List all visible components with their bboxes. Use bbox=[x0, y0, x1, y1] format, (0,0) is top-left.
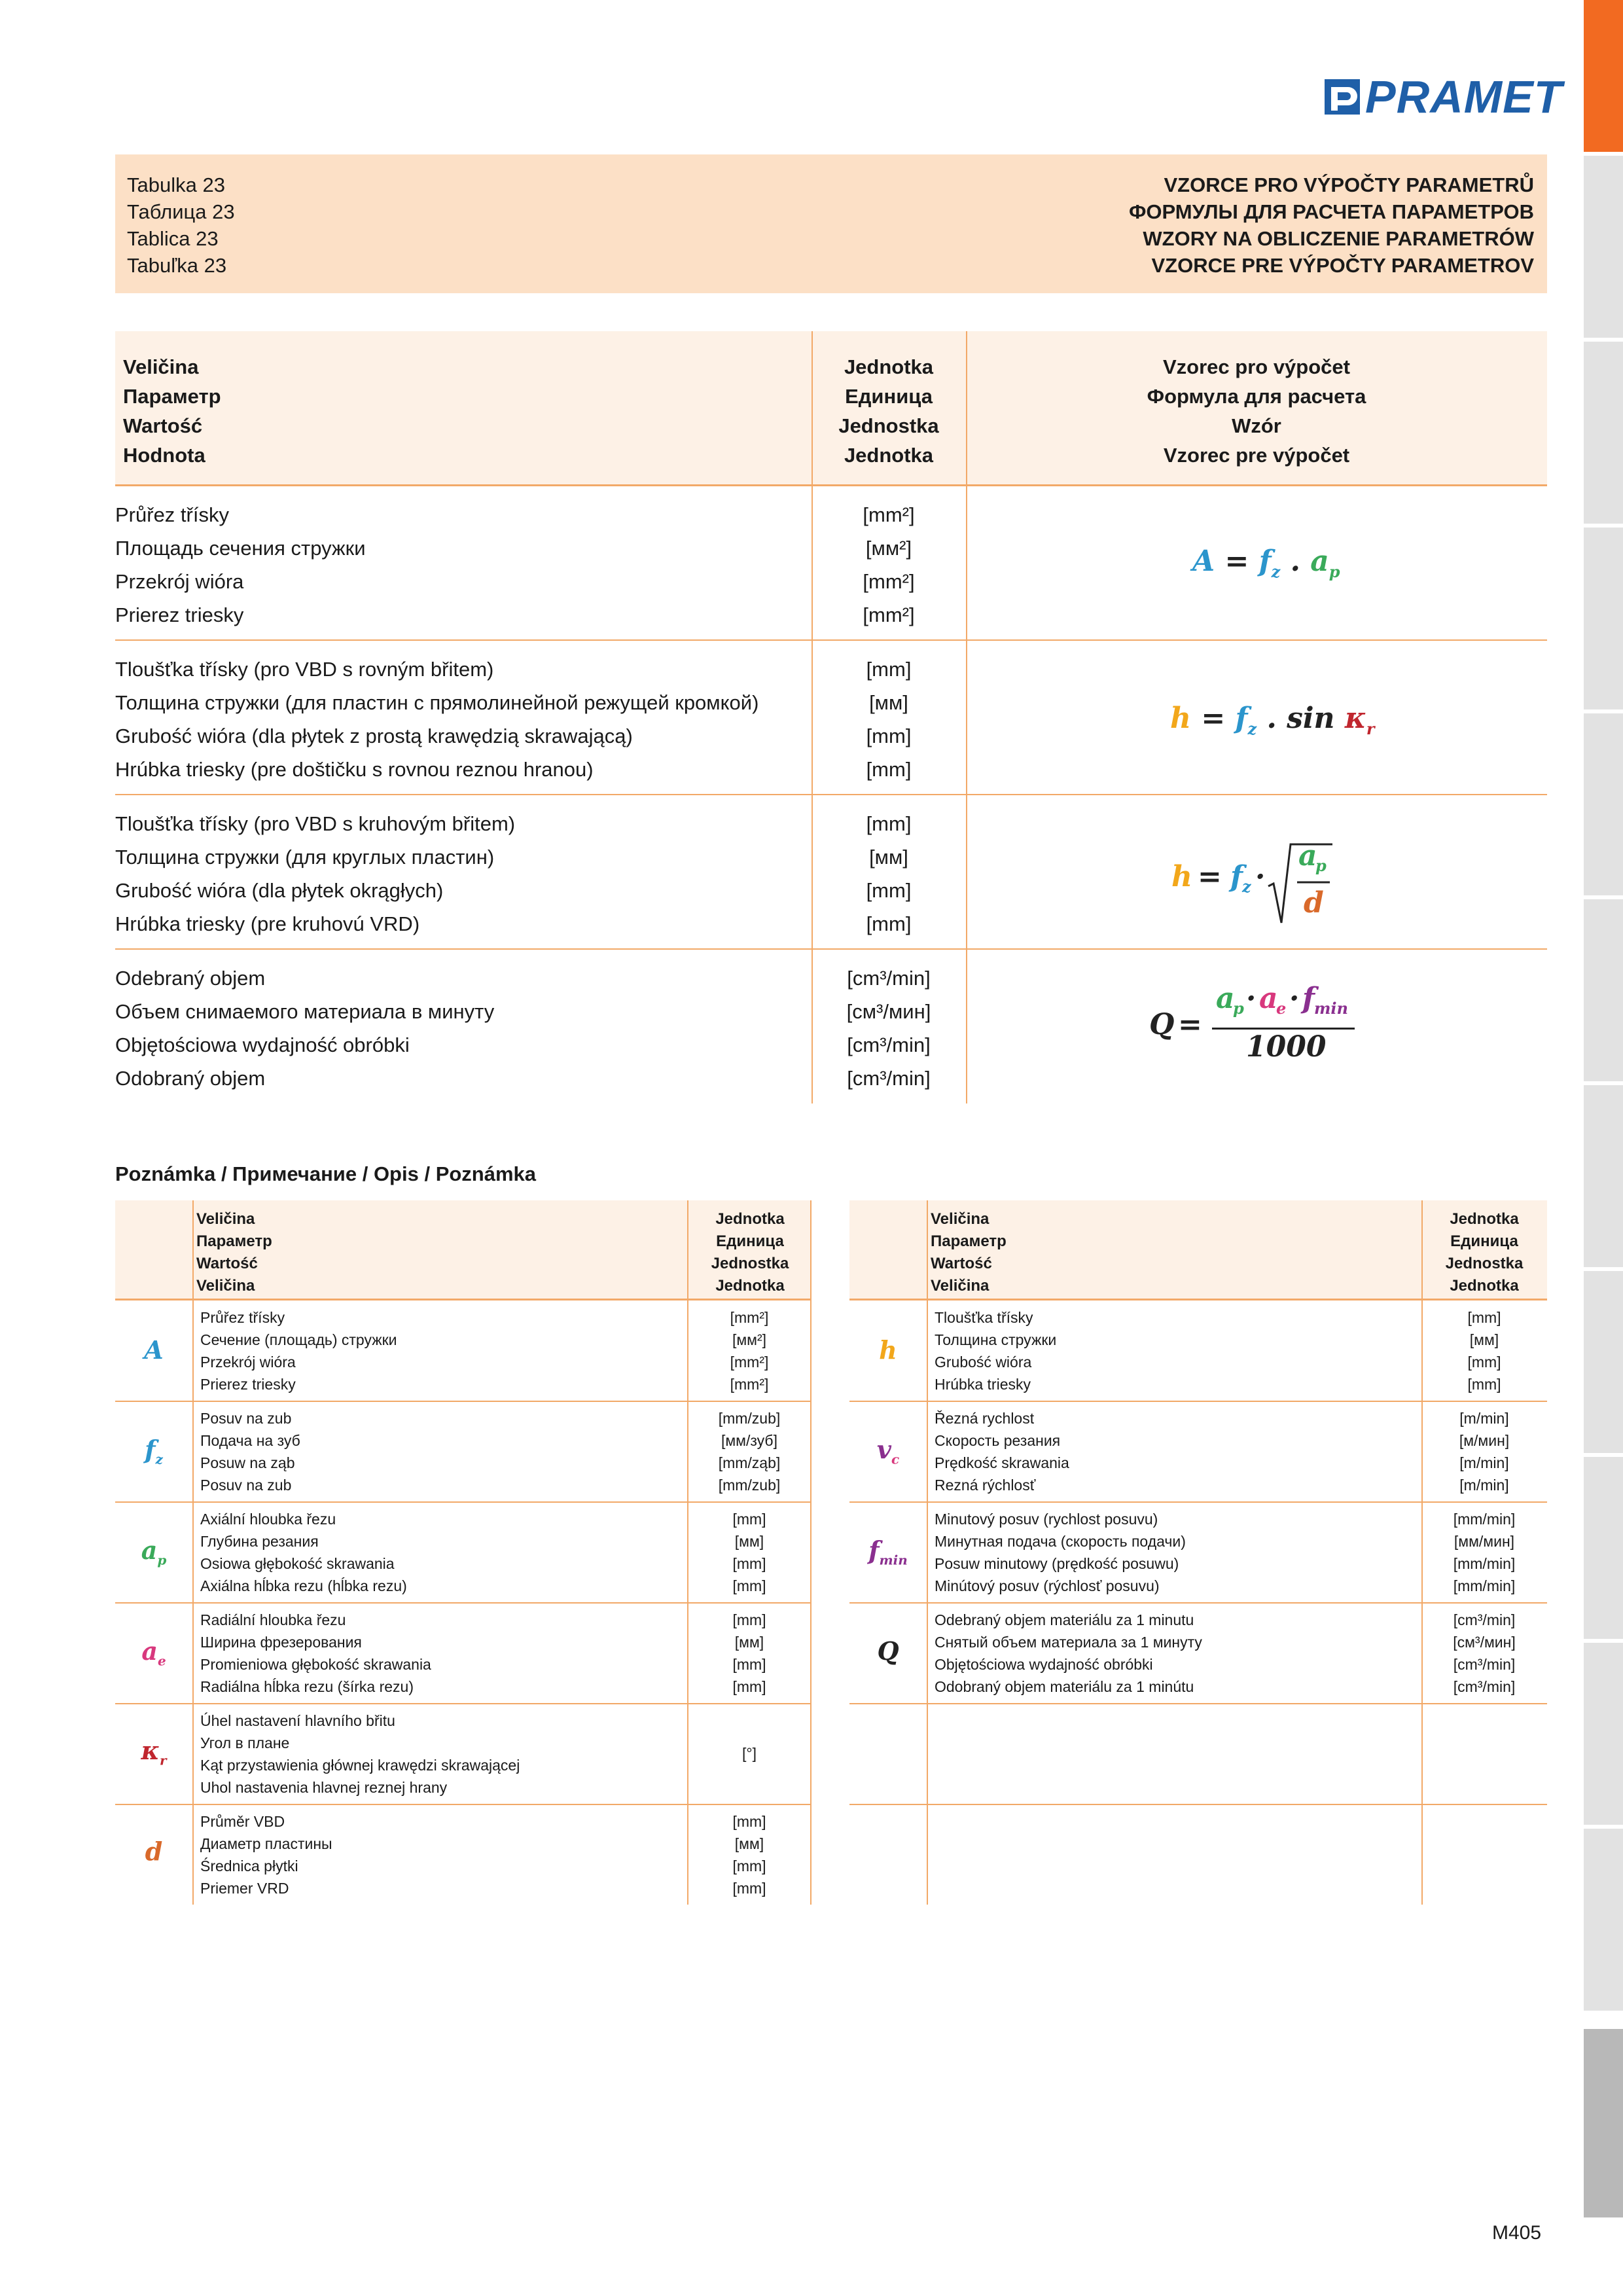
col-quantity-head bbox=[123, 331, 777, 484]
head-text: Vzorec pro výpočet bbox=[1163, 355, 1350, 378]
formula-symbol: f bbox=[1230, 860, 1243, 893]
tab-section[interactable] bbox=[1584, 1085, 1623, 1267]
row-text: Minútový posuv (rýchlosť posuvu) bbox=[935, 1577, 1160, 1594]
row-chip-thickness-straight bbox=[115, 653, 758, 786]
note-units-kr bbox=[688, 1742, 810, 1765]
tab-section[interactable] bbox=[1584, 342, 1623, 524]
formula-symbol: a bbox=[1298, 839, 1317, 872]
note-row-fz bbox=[200, 1407, 300, 1496]
row-text: Grubość wióra (dla płytek okrągłych) bbox=[115, 879, 444, 902]
note-row-kr bbox=[200, 1710, 520, 1799]
formula-op: · bbox=[1246, 982, 1257, 1015]
head-text: Jednotka bbox=[715, 1277, 785, 1295]
table-title-pl: WZORY NA OBLICZENIE PARAMETRÓW bbox=[1143, 227, 1534, 250]
sym-text: Q bbox=[877, 1636, 899, 1666]
note-units-ap bbox=[688, 1508, 810, 1597]
unit-text: [cm³/min] bbox=[1453, 1656, 1516, 1673]
row-divider bbox=[115, 1602, 812, 1604]
unit-text: [mm] bbox=[732, 1678, 766, 1695]
row-text: Promieniowa głębokość skrawania bbox=[200, 1656, 431, 1673]
table-title bbox=[1129, 171, 1534, 279]
unit-text: [cm³/min] bbox=[847, 967, 931, 990]
formula-chip-thickness-round bbox=[1170, 838, 1340, 929]
head-text: Параметр bbox=[123, 385, 221, 408]
sym-text: A bbox=[144, 1335, 164, 1365]
row-text: Priemer VRD bbox=[200, 1880, 289, 1897]
unit-text: [мм] bbox=[1469, 1331, 1499, 1348]
row-text: Posuw na ząb bbox=[200, 1454, 295, 1471]
sym-sub: z bbox=[155, 1451, 163, 1467]
table-title-sk: VZORCE PRE VÝPOČTY PARAMETROV bbox=[1151, 254, 1534, 277]
formula-sub: p bbox=[1315, 856, 1327, 875]
tab-section[interactable] bbox=[1584, 156, 1623, 338]
row-text: Axiálna hĺbka rezu (hĺbka rezu) bbox=[200, 1577, 407, 1594]
row-text: Radiální hloubka řezu bbox=[200, 1611, 346, 1628]
row-text: Tloušťka třísky bbox=[935, 1309, 1033, 1326]
row-text: Tloušťka třísky (pro VBD s kruhovým břitem) bbox=[115, 812, 516, 835]
row-text: Průřez třísky bbox=[115, 503, 229, 526]
row-text: Глубина резания bbox=[200, 1533, 319, 1550]
unit-text: [mm²] bbox=[863, 503, 915, 526]
unit-text: [мм/мин] bbox=[1454, 1533, 1515, 1550]
row-text: Osiowa głębokość skrawania bbox=[200, 1555, 395, 1572]
symbol-d bbox=[115, 1837, 192, 1866]
formula-symbol: a bbox=[1216, 982, 1235, 1015]
row-text: Průřez třísky bbox=[200, 1309, 285, 1326]
unit-text: [mm²] bbox=[863, 570, 915, 593]
sym-text: v bbox=[876, 1435, 891, 1464]
unit-text: [см³/мин] bbox=[1453, 1634, 1516, 1651]
table-header-band bbox=[115, 154, 1547, 293]
unit-text: [мм] bbox=[869, 691, 908, 714]
row-chip-area-units bbox=[812, 498, 966, 632]
note-units-ae bbox=[688, 1609, 810, 1698]
unit-text: [mm] bbox=[732, 1511, 766, 1528]
col-formula-head bbox=[966, 331, 1547, 484]
row-divider bbox=[115, 948, 1547, 950]
note-head-units bbox=[688, 1208, 812, 1297]
logo-wordmark: PRAMET bbox=[1365, 71, 1563, 122]
row-text: Odobraný objem bbox=[115, 1067, 266, 1090]
row-text: Rezná rýchlosť bbox=[935, 1477, 1036, 1494]
table-number-sk: Tabuľka 23 bbox=[127, 254, 227, 277]
row-divider bbox=[849, 1401, 1547, 1402]
row-divider bbox=[115, 794, 1547, 795]
row-text: Снятый объем материала за 1 минуту bbox=[935, 1634, 1202, 1651]
row-text: Posuv na zub bbox=[200, 1477, 292, 1494]
row-text: Grubość wióra bbox=[935, 1354, 1032, 1371]
note-units-fz bbox=[688, 1407, 810, 1496]
row-divider bbox=[849, 1703, 1547, 1704]
head-text: Jednostka bbox=[838, 414, 939, 437]
head-text: Единица bbox=[716, 1232, 784, 1250]
row-text: Objętościowa wydajność obróbki bbox=[935, 1656, 1153, 1673]
formula-symbol: f bbox=[1258, 545, 1272, 578]
col-unit-head bbox=[812, 331, 966, 484]
row-text: Толщина стружки (для круглых пластин) bbox=[115, 846, 495, 869]
row-text: Odebraný objem materiálu za 1 minutu bbox=[935, 1611, 1194, 1628]
unit-text: [mm] bbox=[732, 1611, 766, 1628]
unit-text: [мм] bbox=[734, 1835, 764, 1852]
formula-op: = bbox=[1198, 860, 1222, 893]
row-text: Uhol nastavenia hlavnej reznej hrany bbox=[200, 1779, 448, 1796]
note-title: Poznámka / Примечание / Opis / Poznámka bbox=[115, 1162, 537, 1185]
head-text: Wartość bbox=[196, 1255, 258, 1272]
sym-sub: e bbox=[157, 1653, 166, 1669]
sym-sub: c bbox=[891, 1451, 900, 1467]
unit-text: [m/min] bbox=[1459, 1477, 1509, 1494]
tab-section[interactable] bbox=[1584, 713, 1623, 895]
row-text: Диаметр пластины bbox=[200, 1835, 332, 1852]
head-text: Jednotka bbox=[1450, 1210, 1519, 1228]
row-text: Řezná rychlost bbox=[935, 1410, 1035, 1427]
unit-text: [мм] bbox=[734, 1533, 764, 1550]
formula-symbol: a bbox=[1310, 545, 1329, 578]
page-number: M405 bbox=[1492, 2222, 1542, 2244]
head-text: Единица bbox=[845, 385, 933, 408]
row-text: Объем снимаемого материала в минуту bbox=[115, 1000, 495, 1023]
row-divider bbox=[115, 1501, 812, 1503]
row-divider bbox=[115, 639, 1547, 641]
formula-chip-thickness-straight bbox=[1170, 702, 1375, 738]
table-number-pl: Tablica 23 bbox=[127, 227, 219, 250]
tab-section[interactable] bbox=[1584, 1457, 1623, 1639]
formula-denominator: 1000 bbox=[1246, 1030, 1327, 1064]
sym-text: a bbox=[141, 1636, 158, 1666]
sym-text: f bbox=[868, 1535, 880, 1565]
formula-symbol: h bbox=[1170, 702, 1191, 735]
formula-symbol: a bbox=[1259, 982, 1278, 1015]
row-divider bbox=[849, 1602, 1547, 1604]
unit-text: [m/min] bbox=[1459, 1410, 1509, 1427]
unit-text: [mm] bbox=[866, 879, 912, 902]
row-text: Przekrój wióra bbox=[200, 1354, 296, 1371]
note-units-A bbox=[688, 1306, 810, 1395]
row-text: Толщина стружки bbox=[935, 1331, 1057, 1348]
row-divider bbox=[849, 1804, 1547, 1805]
unit-text: [mm²] bbox=[730, 1309, 769, 1326]
sym-text: h bbox=[879, 1335, 897, 1365]
formula-op: · bbox=[1289, 982, 1300, 1015]
symbol-h bbox=[849, 1335, 927, 1365]
formula-op: . sin bbox=[1266, 702, 1335, 735]
formula-sub: p bbox=[1329, 562, 1340, 581]
unit-text: [°] bbox=[742, 1745, 757, 1762]
note-units-Q bbox=[1423, 1609, 1546, 1698]
row-text: Толщина стружки (для пластин с прямолинейной режущей кромкой) bbox=[115, 691, 759, 714]
unit-text: [мм/зуб] bbox=[721, 1432, 777, 1449]
row-text: Posuv na zub bbox=[200, 1410, 292, 1427]
note-row-ae bbox=[200, 1609, 431, 1698]
head-text: Veličina bbox=[931, 1210, 990, 1228]
note-units-d bbox=[688, 1810, 810, 1899]
unit-text: [cm³/min] bbox=[847, 1033, 931, 1056]
row-text: Угол в плане bbox=[200, 1734, 290, 1751]
row-divider bbox=[849, 1501, 1547, 1503]
unit-text: [mm²] bbox=[863, 603, 915, 626]
note-row-vc bbox=[935, 1407, 1069, 1496]
unit-text: [m/min] bbox=[1459, 1454, 1509, 1471]
head-text: Единица bbox=[1450, 1232, 1518, 1250]
row-divider bbox=[115, 1804, 812, 1805]
unit-text: [mm] bbox=[1467, 1354, 1501, 1371]
formula-symbol: κ bbox=[1344, 702, 1366, 735]
row-divider bbox=[115, 1703, 812, 1704]
sym-sub: p bbox=[157, 1552, 167, 1568]
head-text: Vzorec pre výpočet bbox=[1163, 444, 1350, 467]
row-text: Średnica płytki bbox=[200, 1857, 298, 1874]
row-text: Posuw minutowy (prędkość posuwu) bbox=[935, 1555, 1179, 1572]
table-number bbox=[127, 171, 235, 279]
note-right-header bbox=[849, 1200, 1547, 1300]
unit-text: [mm/min] bbox=[1453, 1555, 1516, 1572]
symbol-ap bbox=[115, 1535, 192, 1568]
table-number-ru: Таблица 23 bbox=[127, 200, 235, 223]
symbol-Q bbox=[849, 1636, 927, 1666]
note-row-fmin bbox=[935, 1508, 1186, 1597]
sym-sub: r bbox=[159, 1752, 167, 1768]
unit-text: [mm] bbox=[1467, 1376, 1501, 1393]
row-text: Przekrój wióra bbox=[115, 570, 244, 593]
unit-text: [cm³/min] bbox=[1453, 1611, 1516, 1628]
head-text: Veličina bbox=[196, 1277, 255, 1295]
row-chip-thickness-round-units bbox=[812, 807, 966, 941]
note-row-ap bbox=[200, 1508, 407, 1597]
pramet-logo bbox=[1323, 73, 1563, 120]
head-text: Veličina bbox=[196, 1210, 255, 1228]
divider bbox=[192, 1200, 194, 1905]
note-row-A bbox=[200, 1306, 397, 1395]
unit-text: [mm] bbox=[732, 1555, 766, 1572]
row-text: Kąt przystawienia głównej krawędzi skrawającej bbox=[200, 1757, 520, 1774]
row-text: Скорость резания bbox=[935, 1432, 1061, 1449]
head-text: Jednotka bbox=[844, 355, 934, 378]
unit-text: [мм²] bbox=[865, 537, 912, 560]
sym-text: f bbox=[145, 1435, 156, 1464]
formula-removed-volume bbox=[1147, 982, 1363, 1073]
formula-op: . bbox=[1290, 545, 1300, 578]
head-text: Hodnota bbox=[123, 444, 205, 467]
unit-text: [mm/zub] bbox=[718, 1410, 781, 1427]
row-chip-thickness-straight-units bbox=[812, 653, 966, 786]
formula-symbol: d bbox=[1304, 886, 1324, 920]
formula-op: = bbox=[1224, 545, 1249, 578]
tab-section[interactable] bbox=[1584, 899, 1623, 1081]
row-removed-volume-units bbox=[812, 961, 966, 1095]
unit-text: [mm] bbox=[866, 658, 912, 681]
formula-symbol: f bbox=[1302, 982, 1315, 1015]
unit-text: [cm³/min] bbox=[847, 1067, 931, 1090]
formula-sub: z bbox=[1242, 877, 1251, 896]
note-units-fmin bbox=[1423, 1508, 1546, 1597]
unit-text: [mm²] bbox=[730, 1376, 769, 1393]
row-text: Hrúbka triesky bbox=[935, 1376, 1031, 1393]
row-text: Площадь сечения стружки bbox=[115, 537, 366, 560]
unit-text: [мм] bbox=[869, 846, 908, 869]
formula-op: · bbox=[1255, 860, 1266, 893]
unit-text: [cm³/min] bbox=[1453, 1678, 1516, 1695]
formula-sub: z bbox=[1271, 562, 1281, 581]
symbol-vc bbox=[849, 1435, 927, 1467]
unit-text: [см³/мин] bbox=[846, 1000, 931, 1023]
row-text: Odobraný objem materiálu za 1 minútu bbox=[935, 1678, 1194, 1695]
table-title-cz: VZORCE PRO VÝPOČTY PARAMETRŮ bbox=[1164, 173, 1534, 196]
row-text: Сечение (площадь) стружки bbox=[200, 1331, 397, 1348]
row-text: Průměr VBD bbox=[200, 1813, 285, 1830]
table-number-cz: Tabulka 23 bbox=[127, 173, 225, 196]
symbol-fz bbox=[115, 1435, 192, 1467]
head-text: Jednotka bbox=[844, 444, 934, 467]
note-units-h bbox=[1423, 1306, 1546, 1395]
row-text: Ширина фрезерования bbox=[200, 1634, 362, 1651]
head-text: Jednostka bbox=[711, 1255, 789, 1272]
pramet-logo-mark bbox=[1323, 78, 1361, 116]
head-text: Параметр bbox=[931, 1232, 1007, 1250]
head-text: Wartość bbox=[931, 1255, 992, 1272]
row-text: Hrúbka triesky (pre kruhovú VRD) bbox=[115, 912, 420, 935]
unit-text: [mm] bbox=[866, 725, 912, 747]
unit-text: [mm/ząb] bbox=[718, 1454, 781, 1471]
row-text: Tloušťka třísky (pro VBD s rovným břitem) bbox=[115, 658, 494, 681]
head-text: Jednotka bbox=[715, 1210, 785, 1228]
section-tabs bbox=[1584, 0, 1623, 2296]
symbol-ae bbox=[115, 1636, 192, 1669]
unit-text: [mm] bbox=[732, 1813, 766, 1830]
unit-text: [mm] bbox=[732, 1880, 766, 1897]
row-text: Prierez triesky bbox=[200, 1376, 296, 1393]
unit-text: [mm/zub] bbox=[718, 1477, 781, 1494]
note-units-vc bbox=[1423, 1407, 1546, 1496]
head-text: Jednotka bbox=[1450, 1277, 1519, 1295]
unit-text: [mm] bbox=[866, 812, 912, 835]
row-chip-thickness-round bbox=[115, 807, 515, 941]
head-text: Wartość bbox=[123, 414, 203, 437]
formula-op: = bbox=[1201, 702, 1226, 735]
head-text: Jednostka bbox=[1445, 1255, 1524, 1272]
tab-section[interactable] bbox=[1584, 1271, 1623, 1453]
unit-text: [mm²] bbox=[730, 1354, 769, 1371]
divider bbox=[927, 1200, 928, 1905]
formula-sub: r bbox=[1366, 719, 1375, 738]
formula-chip-area bbox=[1192, 545, 1340, 581]
head-text: Параметр bbox=[196, 1232, 272, 1250]
row-removed-volume bbox=[115, 961, 494, 1095]
tab-section[interactable] bbox=[1584, 1829, 1623, 2011]
head-text: Формула для расчета bbox=[1147, 385, 1366, 408]
formula-symbol: h bbox=[1171, 860, 1192, 893]
formula-symbol: Q bbox=[1149, 1008, 1175, 1041]
row-text: Radiálna hĺbka rezu (šírka rezu) bbox=[200, 1678, 414, 1695]
row-text: Подача на зуб bbox=[200, 1432, 300, 1449]
main-table-header bbox=[115, 331, 1547, 486]
row-divider bbox=[115, 1401, 812, 1402]
note-row-Q bbox=[935, 1609, 1202, 1698]
row-text: Objętościowa wydajność obróbki bbox=[115, 1033, 410, 1056]
unit-text: [mm] bbox=[866, 912, 912, 935]
unit-text: [mm] bbox=[732, 1656, 766, 1673]
unit-text: [mm] bbox=[1467, 1309, 1501, 1326]
note-row-h bbox=[935, 1306, 1056, 1395]
unit-text: [мм²] bbox=[732, 1331, 767, 1348]
row-text: Минутная подача (скорость подачи) bbox=[935, 1533, 1186, 1550]
unit-text: [mm] bbox=[866, 758, 912, 781]
formula-sub: min bbox=[1314, 999, 1348, 1018]
formula-sub: p bbox=[1233, 999, 1244, 1018]
symbol-A bbox=[115, 1335, 192, 1365]
tab-section[interactable] bbox=[1584, 1643, 1623, 1825]
row-text: Hrúbka triesky (pre doštičku s rovnou reznou hranou) bbox=[115, 758, 594, 781]
formula-sub: z bbox=[1247, 719, 1257, 738]
table-title-ru: ФОРМУЛЫ ДЛЯ РАСЧЕТА ПАРАМЕТРОВ bbox=[1128, 200, 1534, 223]
unit-text: [мм] bbox=[734, 1634, 764, 1651]
unit-text: [mm/min] bbox=[1453, 1511, 1516, 1528]
tab-section[interactable] bbox=[1584, 528, 1623, 709]
row-text: Grubość wióra (dla płytek z prostą krawędzią skrawającą) bbox=[115, 725, 633, 747]
divider bbox=[966, 331, 967, 1103]
fraction-bar bbox=[1212, 1028, 1355, 1030]
unit-text: [mm/min] bbox=[1453, 1577, 1516, 1594]
note-head-units bbox=[1423, 1208, 1546, 1297]
row-text: Prierez triesky bbox=[115, 603, 244, 626]
sym-text: a bbox=[141, 1535, 158, 1565]
head-text: Wzór bbox=[1232, 414, 1281, 437]
formula-op: = bbox=[1178, 1008, 1202, 1041]
note-head-names bbox=[931, 1208, 1007, 1297]
head-text: Veličina bbox=[931, 1277, 990, 1295]
sym-sub: min bbox=[879, 1552, 908, 1568]
row-text: Axiální hloubka řezu bbox=[200, 1511, 336, 1528]
tab-section-current[interactable] bbox=[1584, 2029, 1623, 2217]
note-left-header bbox=[115, 1200, 812, 1300]
formula-symbol: A bbox=[1192, 545, 1215, 578]
tab-active-orange[interactable] bbox=[1584, 0, 1623, 152]
symbol-kr bbox=[115, 1736, 192, 1768]
unit-text: [м/мин] bbox=[1459, 1432, 1510, 1449]
formula-sub: e bbox=[1276, 999, 1287, 1018]
head-text: Veličina bbox=[123, 355, 199, 378]
symbol-fmin bbox=[849, 1535, 927, 1568]
sym-text: κ bbox=[141, 1736, 160, 1765]
sym-text: d bbox=[145, 1837, 163, 1866]
unit-text: [mm] bbox=[732, 1857, 766, 1874]
row-text: Odebraný objem bbox=[115, 967, 266, 990]
unit-text: [mm] bbox=[732, 1577, 766, 1594]
note-row-d bbox=[200, 1810, 332, 1899]
divider bbox=[810, 1200, 812, 1905]
row-text: Úhel nastavení hlavního břitu bbox=[200, 1712, 395, 1729]
row-text: Minutový posuv (rychlost posuvu) bbox=[935, 1511, 1158, 1528]
note-head-names bbox=[196, 1208, 272, 1297]
row-text: Prędkość skrawania bbox=[935, 1454, 1069, 1471]
formula-symbol: f bbox=[1235, 702, 1248, 735]
row-chip-area bbox=[115, 498, 366, 632]
